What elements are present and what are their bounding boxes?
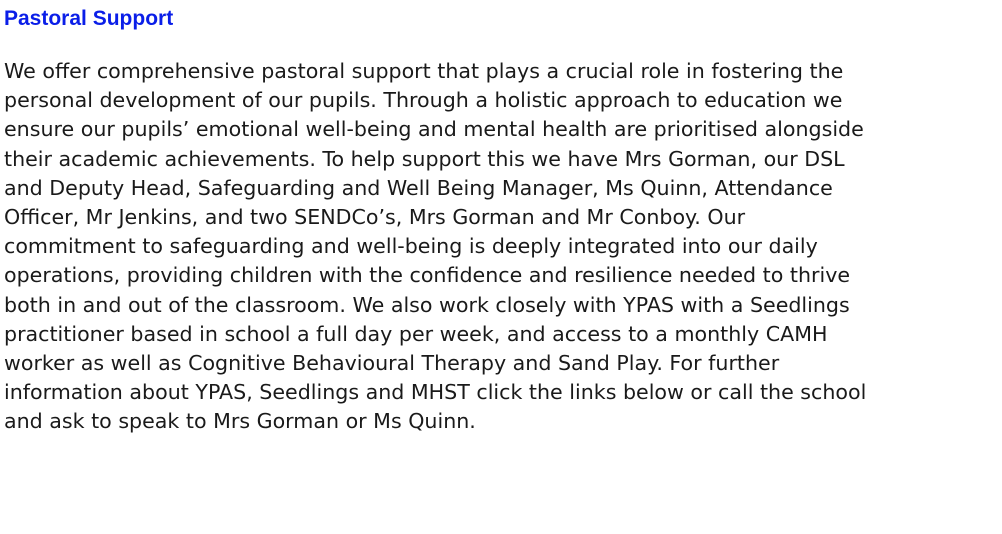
paragraph-line: information about YPAS, Seedlings and MHST click the links below or call the school xyxy=(4,380,867,405)
paragraph-line: We offer comprehensive pastoral support that plays a crucial role in fostering the xyxy=(4,59,844,83)
paragraph-line: commitment to safeguarding and well-being is deeply integrated into our daily xyxy=(4,234,818,259)
paragraph-line: Officer, Mr Jenkins, and two SENDCo’s, Mrs Gorman and Mr Conboy. Our xyxy=(4,205,746,230)
paragraph-line: operations, providing children with the confidence and resilience needed to thrive xyxy=(4,263,851,288)
section-heading: Pastoral Support xyxy=(4,7,174,30)
paragraph-line: and Deputy Head, Safeguarding and Well Being Manager, Ms Quinn, Attendance xyxy=(4,175,833,200)
paragraph-line: and ask to speak to Mrs Gorman or Ms Quinn. xyxy=(4,409,476,434)
paragraph-line: personal development of our pupils. Through a holistic approach to education we xyxy=(4,88,843,113)
paragraph-line: ensure our pupils’ emotional well-being and mental health are prioritised alongside xyxy=(4,117,864,142)
paragraph-line: practitioner based in school a full day per week, and access to a monthly CAMH xyxy=(4,321,828,346)
pastoral-support-section xyxy=(4,0,1000,437)
paragraph-line: both in and out of the classroom. We also work closely with YPAS with a Seedlings xyxy=(4,292,850,317)
section-paragraph xyxy=(4,57,1000,437)
paragraph-line: worker as well as Cognitive Behavioural Therapy and Sand Play. For further xyxy=(4,351,780,376)
paragraph-line: their academic achievements. To help support this we have Mrs Gorman, our DSL xyxy=(4,146,845,171)
